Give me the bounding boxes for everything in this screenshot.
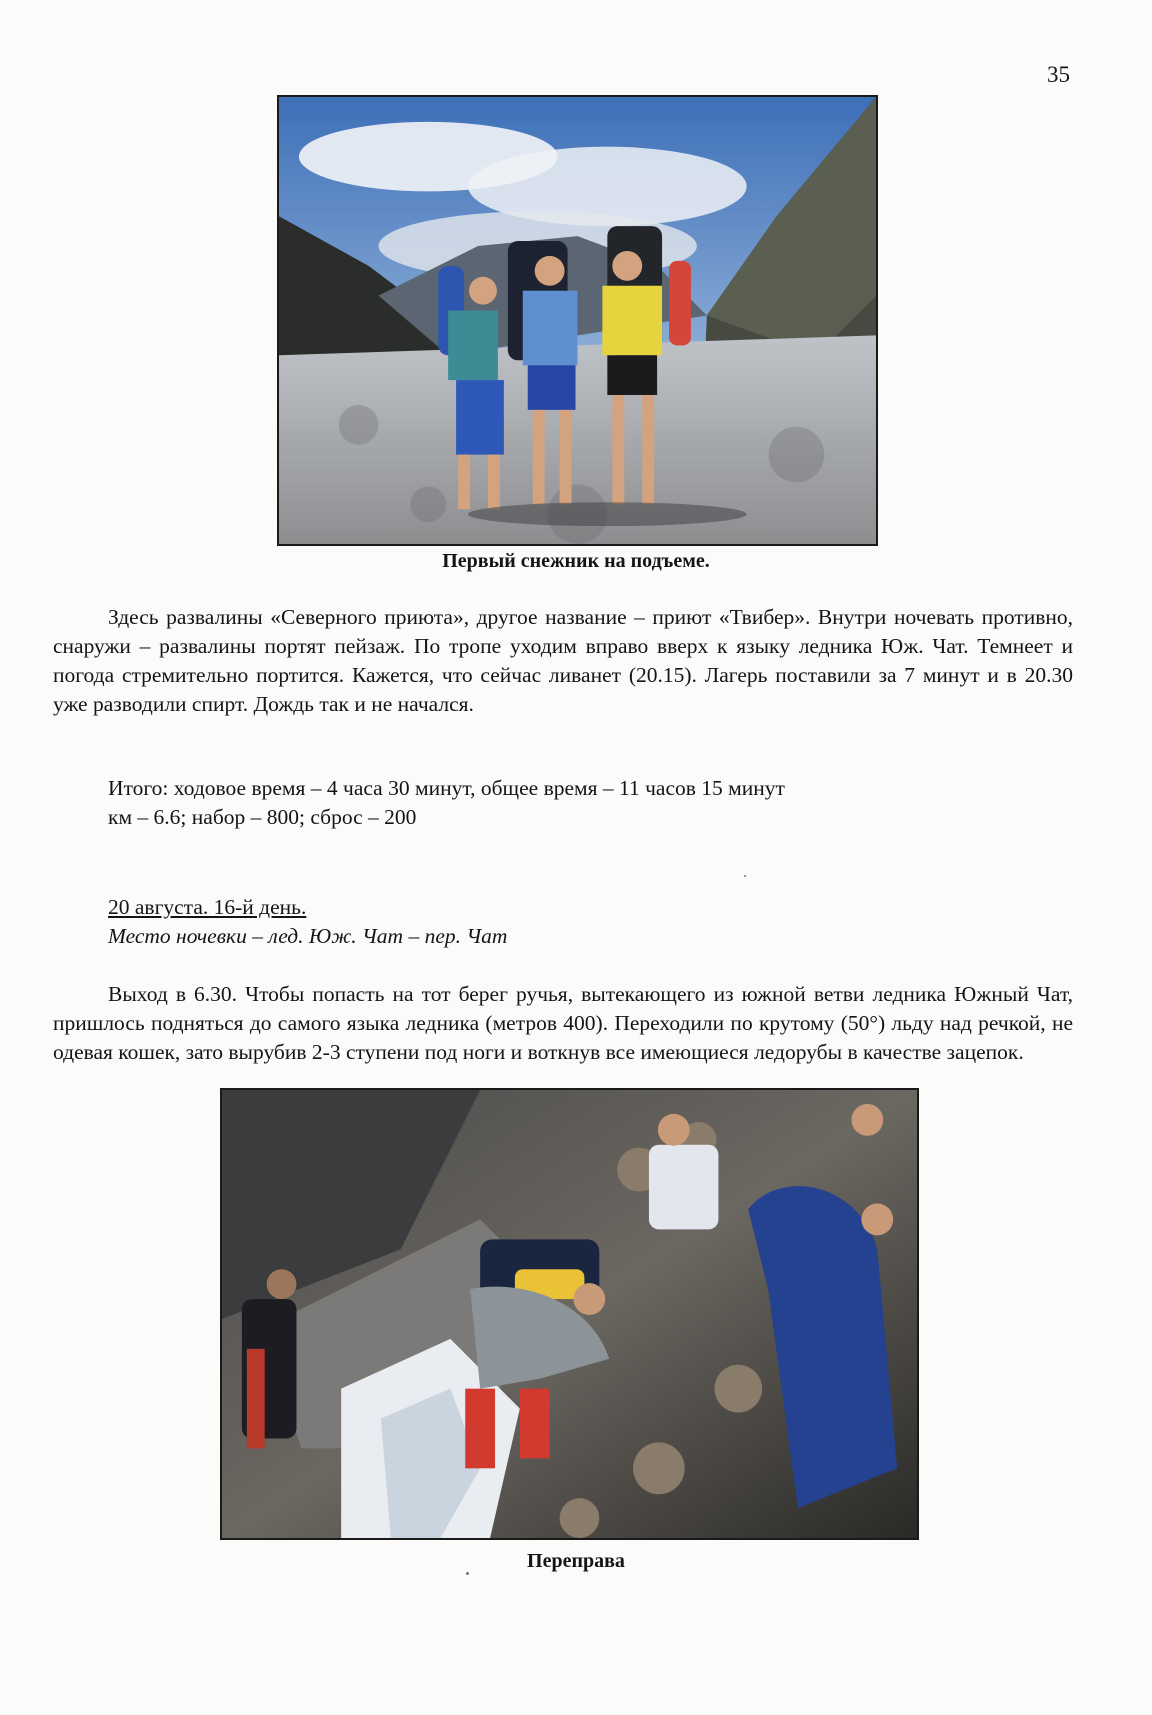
photo1-caption: Первый снежник на подъеме. bbox=[442, 550, 710, 572]
photo-three-hikers-on-snowfield-icon bbox=[279, 97, 876, 544]
day-heading: 20 августа. 16-й день. bbox=[108, 895, 307, 919]
paragraph-arrival: Здесь развалины «Северного приюта», другое название – приют «Твибер». Внутри ночевать противно, снаружи – развалины портят пейзаж. По тропе уходим вправо вверх к языку ледника Юж. Чат. Темнеет и погода стремительно портится. Кажется, что сейчас ливанет (20.15). Лагерь поставили за 7 минут и в 20.30 уже разводили спирт. Дождь так и не начался. bbox=[53, 605, 1073, 716]
day-subtitle: Место ночевки – лед. Юж. Чат – пер. Чат bbox=[108, 924, 508, 948]
page-number: 35 bbox=[1047, 62, 1070, 87]
totals-time: Итого: ходовое время – 4 часа 30 минут, общее время – 11 часов 15 минут bbox=[108, 776, 785, 800]
totals-distance: км – 6.6; набор – 800; сброс – 200 bbox=[108, 805, 417, 829]
photo-river-crossing-on-ice-icon bbox=[222, 1090, 917, 1538]
photo-river-crossing bbox=[220, 1088, 919, 1540]
paragraph-crossing: Выход в 6.30. Чтобы попасть на тот берег ручья, вытекающего из южной ветви ледника Южный Чат, пришлось подняться до самого языка ледника (метров 400). Переходили по крутому (50°) льду над речкой, не одевая кошек, зато вырубив 2-3 ступени под ноги и воткнув все имеющиеся ледорубы в качестве зацепок. bbox=[53, 982, 1073, 1064]
photo2-caption: Переправа bbox=[527, 1550, 625, 1572]
photo-hikers-snowfield bbox=[277, 95, 878, 546]
